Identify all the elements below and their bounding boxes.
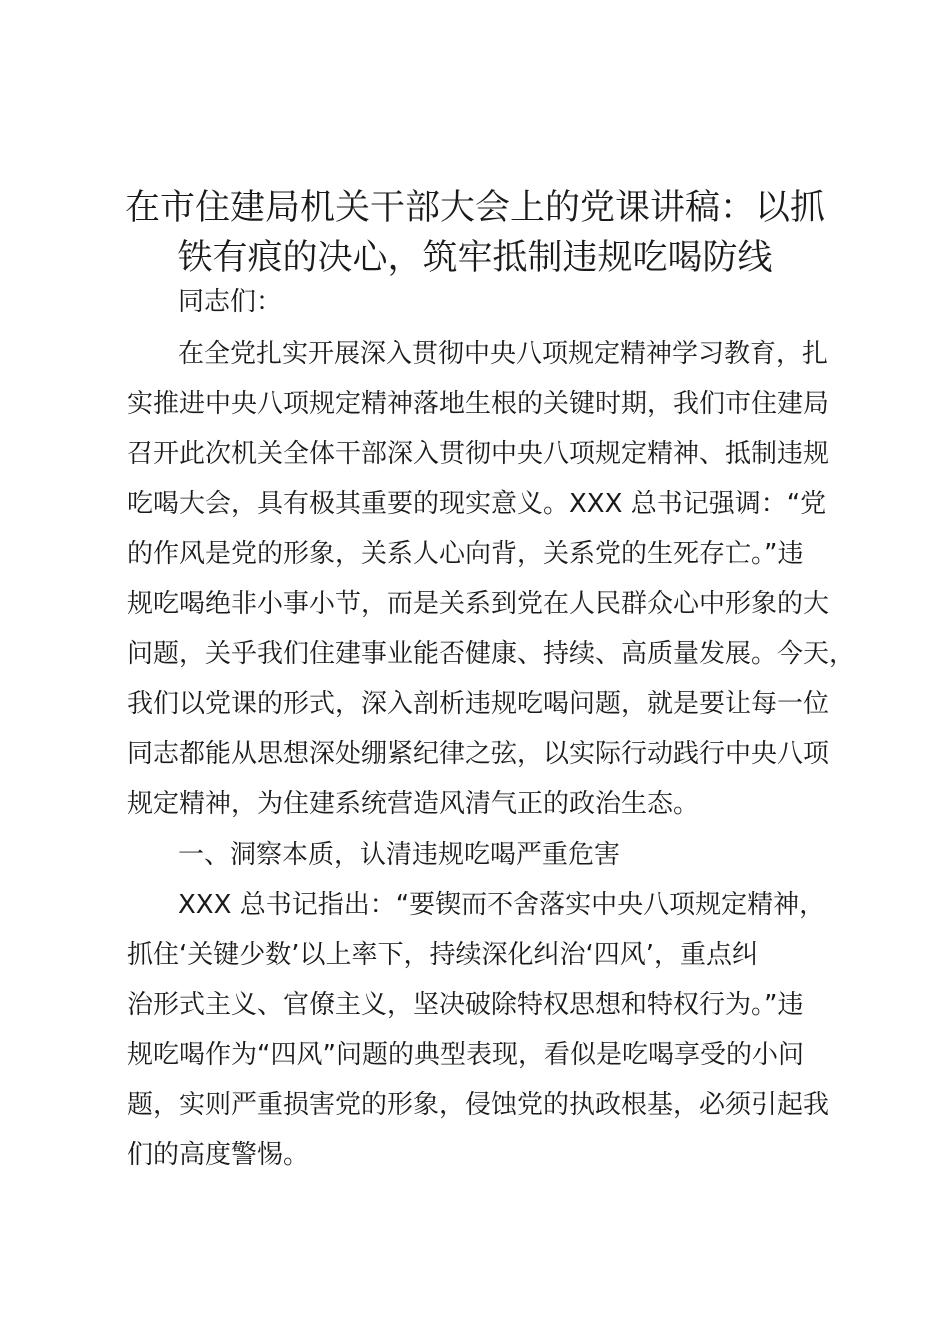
paragraph-line: 同志都能从思想深处绷紧纪律之弦，以实际行动践行中央八项 [127, 739, 830, 769]
paragraph-line: 们的高度警惕。 [127, 1140, 310, 1170]
paragraph-line: 吃喝大会，具有极其重要的现实意义。XXX 总书记强调：“党 [127, 489, 827, 519]
paragraph-line: 抓住‘关键少数’以上率下，持续深化纠治‘四风’，重点纠 [127, 940, 759, 970]
paragraph-line: 规吃喝作为“四风”问题的典型表现，看似是吃喝享受的小问 [127, 1040, 804, 1070]
section-heading: 一、洞察本质，认清违规吃喝严重危害 [178, 840, 621, 870]
paragraph-line: 在全党扎实开展深入贯彻中央八项规定精神学习教育，扎 [178, 339, 829, 369]
paragraph-line: 我们以党课的形式，深入剖析违规吃喝问题，就是要让每一位 [127, 689, 830, 719]
paragraph-line: 召开此次机关全体干部深入贯彻中央八项规定精神、抵制违规 [127, 439, 830, 469]
paragraph-line: 实推进中央八项规定精神落地生根的关键时期，我们市住建局 [127, 389, 830, 419]
salutation: 同志们： [178, 287, 283, 317]
paragraph-line: 问题，关乎我们住建事业能否健康、持续、高质量发展。今天， [127, 639, 856, 669]
paragraph-line: XXX 总书记指出：“要锲而不舍落实中央八项规定精神， [178, 890, 826, 920]
paragraph-line: 的作风是党的形象，关系人心向背，关系党的生死存亡。”违 [127, 539, 804, 569]
document-title-line-2: 铁有痕的决心，筑牢抵制违规吃喝防线 [177, 238, 773, 278]
paragraph-line: 规吃喝绝非小事小节，而是关系到党在人民群众心中形象的大 [127, 589, 830, 619]
paragraph-line: 题，实则严重损害党的形象，侵蚀党的执政根基，必须引起我 [127, 1090, 830, 1120]
paragraph-line: 治形式主义、官僚主义，坚决破除特权思想和特权行为。”违 [127, 990, 804, 1020]
paragraph-line: 规定精神，为住建系统营造风清气正的政治生态。 [127, 789, 700, 819]
document-title-line-1: 在市住建局机关干部大会上的党课讲稿：以抓 [124, 188, 825, 228]
